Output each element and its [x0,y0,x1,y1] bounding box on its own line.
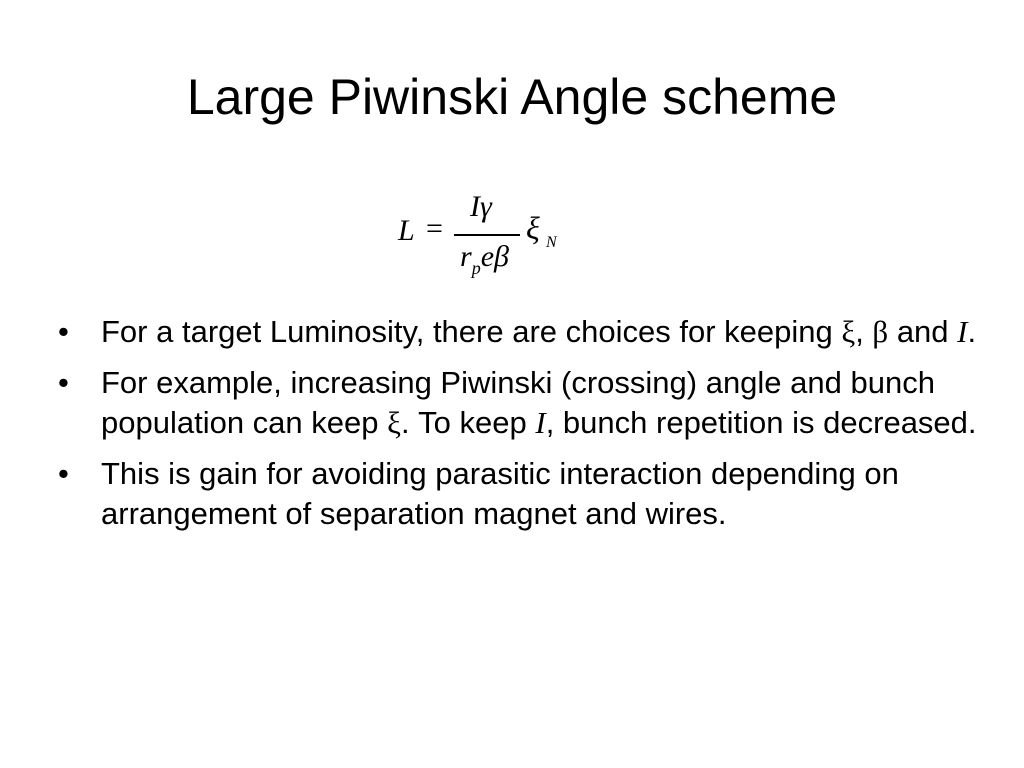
bullet-text: and [888,314,958,349]
bullet-list [58,312,978,545]
formula-equals: = [426,212,443,245]
formula-factor-sub: N [546,234,557,251]
bullet-text: . [967,314,977,349]
luminosity-formula [390,186,590,296]
beta-symbol: β [872,314,889,349]
fraction-bar [454,234,520,236]
formula-denominator-rest: eβ [480,240,509,273]
bullet-item [58,312,978,352]
slide-title: Large Piwinski Angle scheme [186,69,838,125]
bullet-item [58,363,978,443]
formula-denominator-r: r [460,240,472,273]
formula-lhs: L [398,214,415,247]
formula-numerator: Iγ [470,190,492,223]
formula-factor: ξ [526,210,540,246]
bullet-marker: • [58,365,69,400]
formula-denominator-r-sub: p [471,258,481,278]
current-symbol: I [957,314,968,349]
bullet-text: For a target Luminosity, there are choices for keeping [101,314,842,349]
current-symbol: I [535,405,546,440]
bullet-text: For example, increasing Piwinski (crossing) angle and bunch population can keep [101,365,935,440]
bullet-item [58,454,978,534]
xi-symbol: ξ [841,314,856,349]
formula-denominator [460,240,509,278]
bullet-marker: • [58,456,69,491]
bullet-text: . To keep [400,405,536,440]
bullet-text: This is gain for avoiding parasitic interaction depending on arrangement of separation magnet and wires. [101,456,899,531]
bullet-text: , [855,314,873,349]
xi-symbol: ξ [387,405,401,440]
bullet-marker: • [58,314,69,349]
bullet-text: , bunch repetition is decreased. [545,405,977,440]
